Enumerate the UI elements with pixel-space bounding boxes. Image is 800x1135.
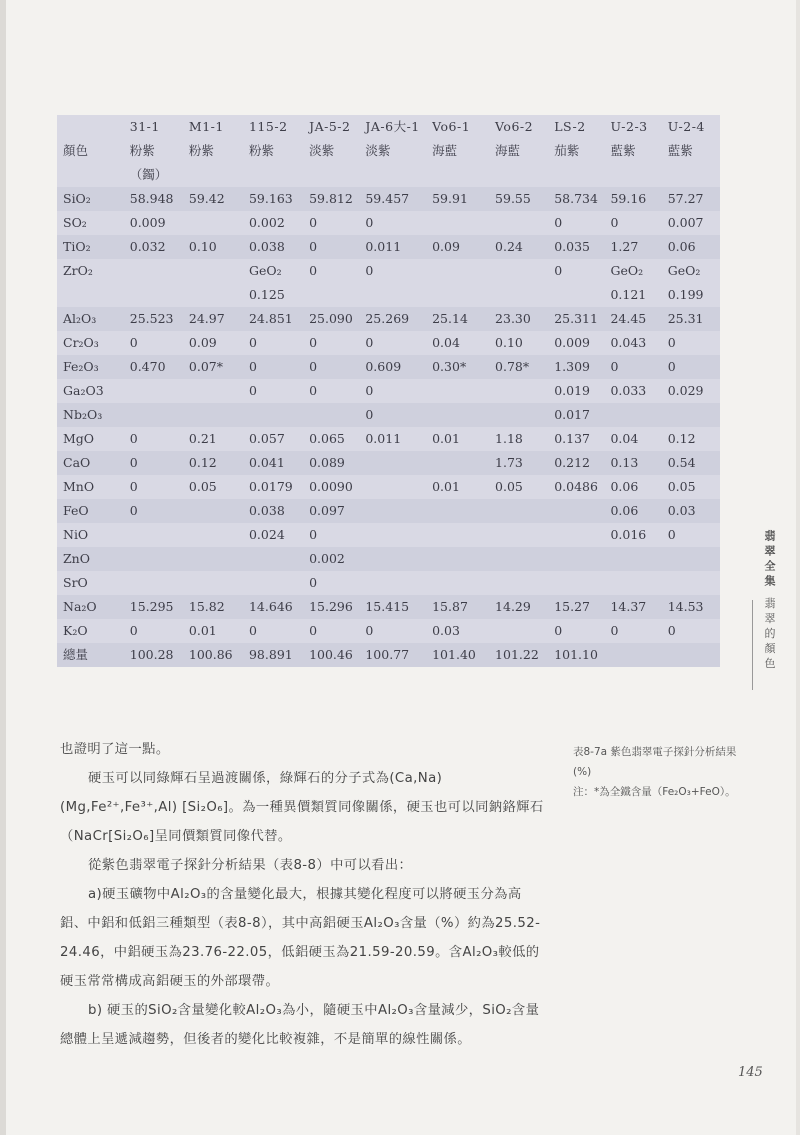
table-cell: 0.07* (188, 359, 223, 374)
table-cell: 0.011 (365, 431, 402, 446)
table-cell: 25.31 (667, 311, 704, 326)
row-label: SO₂ (63, 215, 87, 230)
table-cell: 0 (365, 407, 374, 422)
table-cell: 0 (129, 623, 138, 638)
table-cell: 101.10 (554, 647, 598, 662)
table-cell: 海藍 (432, 143, 458, 158)
table-cell: 0 (129, 335, 138, 350)
table-cell: 59.42 (188, 191, 225, 206)
table-cell: 0.032 (129, 239, 166, 254)
table-cell: 0 (610, 623, 619, 638)
paragraph: 從紫色翡翠電子探針分析結果（表8-8）中可以看出： (88, 858, 413, 873)
table-cell: 14.646 (248, 599, 293, 614)
table-row (57, 331, 720, 355)
table-cell: 0.05 (495, 479, 523, 494)
table-cell: 0.09 (432, 239, 460, 254)
table-cell: 59.163 (248, 191, 293, 206)
table-cell: 14.29 (495, 599, 531, 614)
table-cell: 0.057 (248, 431, 285, 446)
page-edge-left (0, 0, 6, 1135)
table-cell: 0.016 (610, 527, 647, 542)
table-row (57, 427, 720, 451)
table-cell: GeO₂ 0.199 (667, 263, 704, 302)
table-cell: 0 (248, 335, 257, 350)
table-cell: 0 (309, 215, 318, 230)
table-cell: 0 (554, 623, 563, 638)
table-row (57, 523, 720, 547)
table-cell: 0.06 (610, 479, 639, 494)
chapter-title: 翡翠的顏色 (763, 597, 776, 673)
table-cell: 0 (554, 263, 563, 278)
table-cell: 14.37 (610, 599, 647, 614)
table-cell: 0.017 (554, 407, 590, 422)
table-cell: 0 (309, 263, 318, 278)
table-row (57, 211, 720, 235)
row-label: Fe₂O₃ (63, 359, 99, 374)
row-label: SiO₂ (63, 191, 91, 206)
table-cell: 0.05 (188, 479, 217, 494)
table-cell: 0.09 (188, 335, 217, 350)
table-cell: 海藍 (495, 143, 521, 158)
table-cell: 0.0486 (554, 479, 598, 494)
table-cell: 59.812 (309, 191, 353, 206)
table-cell: 100.28 (129, 647, 174, 662)
row-label: K₂O (63, 623, 88, 638)
table-cell: 0.01 (432, 479, 460, 494)
table-cell: 0.04 (432, 335, 460, 350)
column-header: JA-5-2 (309, 119, 351, 134)
table-cell: 0.212 (554, 455, 590, 470)
table-cell: 57.27 (667, 191, 704, 206)
table-cell: 1.309 (554, 359, 590, 374)
book-title: 翡翠全集 (763, 530, 776, 590)
table-row (57, 379, 720, 403)
row-label: MnO (63, 479, 95, 494)
table-cell: 0.12 (188, 455, 217, 470)
table-cell: 0 (667, 623, 676, 638)
table-cell: 58.734 (554, 191, 598, 206)
table-cell: 藍紫 (610, 143, 636, 158)
table-cell: 15.295 (129, 599, 174, 614)
table-cell: 0.12 (667, 431, 696, 446)
table-cell: 0.002 (309, 551, 345, 566)
table-cell: 0.04 (610, 431, 639, 446)
caption-title: 表8-7a 紫色翡翠電子探針分析結果(%) (573, 746, 737, 778)
column-header: JA-6大-1 (365, 119, 420, 134)
table-cell: 0 (365, 263, 374, 278)
table-cell: 25.269 (365, 311, 410, 326)
table-cell: 0.05 (667, 479, 696, 494)
table-cell: 0.038 (248, 239, 285, 254)
column-header: 115-2 (248, 119, 288, 134)
table-cell: 0.01 (188, 623, 217, 638)
table-cell: 25.14 (432, 311, 468, 326)
table-cell: 98.891 (248, 647, 293, 662)
page-edge-right (796, 0, 800, 1135)
table-cell: 0.024 (248, 527, 285, 542)
row-label: Cr₂O₃ (63, 335, 99, 350)
column-header: Vo6-1 (432, 119, 471, 134)
table-caption (573, 742, 743, 802)
table-row (57, 571, 720, 595)
table-cell: 58.948 (129, 191, 174, 206)
row-label: Na₂O (63, 599, 97, 614)
table-row (57, 307, 720, 331)
row-label: Nb₂O₃ (63, 407, 103, 422)
table-cell: GeO₂ 0.125 (248, 263, 285, 302)
table-cell: 0 (365, 215, 374, 230)
table-cell: 0.029 (667, 383, 704, 398)
table-cell: 59.457 (365, 191, 410, 206)
table-cell: 0 (248, 383, 257, 398)
row-label: ZnO (63, 551, 90, 566)
table-cell: 0 (309, 335, 318, 350)
table-cell: 25.311 (554, 311, 598, 326)
table-cell: 1.27 (610, 239, 639, 254)
table-cell: 0.035 (554, 239, 590, 254)
table-cell: 0.470 (129, 359, 166, 374)
column-header: M1-1 (188, 119, 224, 134)
table-cell: 100.86 (188, 647, 233, 662)
paragraph: b) 硬玉的SiO₂含量變化較Al₂O₃為小，隨硬玉中Al₂O₃含量減少，SiO₂含量總體上呈遞減趨勢，但後者的變化比較複雜，不是簡單的線性關係。 (60, 1003, 540, 1047)
row-label: SrO (63, 575, 88, 590)
table-cell: 15.87 (432, 599, 468, 614)
table-cell: 1.73 (495, 455, 523, 470)
table-row (57, 235, 720, 259)
table-cell: 0.137 (554, 431, 590, 446)
table-cell: 0.01 (432, 431, 460, 446)
table-row (57, 547, 720, 571)
table-cell: 藍紫 (667, 143, 693, 158)
paragraph: 也證明了這一點。 (60, 742, 170, 757)
table-cell: 0.10 (495, 335, 523, 350)
table-cell: 0.043 (610, 335, 647, 350)
table-cell: 100.46 (309, 647, 353, 662)
table-cell: 0 (309, 383, 318, 398)
table-cell: 0 (610, 359, 619, 374)
table-cell: 0 (309, 623, 318, 638)
table-cell: 0 (129, 431, 138, 446)
table-cell: 15.415 (365, 599, 410, 614)
row-label: CaO (63, 455, 91, 470)
table-row (57, 355, 720, 379)
caption-note: 注：*為全鐵含量（Fe₂O₃+FeO）。 (573, 786, 736, 798)
table-cell: 59.55 (495, 191, 531, 206)
table-row (57, 499, 720, 523)
table-cell: 0 (129, 503, 138, 518)
row-label: FeO (63, 503, 89, 518)
table-cell: 0 (248, 359, 257, 374)
table-header-row (57, 115, 720, 139)
table-cell: 24.45 (610, 311, 647, 326)
column-header: U-2-4 (667, 119, 705, 134)
table-cell: 0 (667, 335, 676, 350)
table-cell: 0 (365, 383, 374, 398)
table-cell: 0.78* (495, 359, 530, 374)
table-cell: 0.06 (610, 503, 639, 518)
table-cell: 0 (667, 527, 676, 542)
paragraph: 硬玉可以同綠輝石呈過渡關係，綠輝石的分子式為(Ca,Na)(Mg,Fe²⁺,Fe³⁺,Al) [Si₂O₆]。為一種異價類質同像關係，硬玉也可以同鈉鉻輝石（NaCr[Si₂O₆]呈同價類質同像代替。 (60, 771, 544, 844)
table-cell: 0 (610, 215, 619, 230)
table-cell: 0 (309, 239, 318, 254)
paragraph: a)硬玉礦物中Al₂O₃的含量變化最大，根據其變化程度可以將硬玉分為高鋁、中鋁和低鋁三種類型（表8-8），其中高鋁硬玉Al₂O₃含量（%）約為25.52-24.46，中鋁硬玉為23.76-22.05，低鋁硬玉為21.59-20.59。含Al₂O₃較低的硬玉常常構成高鋁硬玉的外部環帶。 (60, 887, 541, 989)
table-cell: 0.007 (667, 215, 704, 230)
table-cell: 0.011 (365, 239, 402, 254)
side-divider (752, 600, 753, 690)
table-cell: 0 (365, 335, 374, 350)
table-cell: 24.97 (188, 311, 225, 326)
table-row (57, 595, 720, 619)
table-cell: 0.609 (365, 359, 402, 374)
row-label: ZrO₂ (63, 263, 93, 278)
table-cell: 0.033 (610, 383, 647, 398)
table-cell: 0 (248, 623, 257, 638)
table-cell: 0.21 (188, 431, 217, 446)
table-row (57, 643, 720, 667)
table-cell: 0.041 (248, 455, 285, 470)
table-cell: 0 (365, 623, 374, 638)
column-header: Vo6-2 (495, 119, 534, 134)
table-cell: 101.40 (432, 647, 476, 662)
table-cell: 100.77 (365, 647, 410, 662)
table-cell: 0.03 (432, 623, 460, 638)
row-label: NiO (63, 527, 89, 542)
row-label: 總量 (63, 647, 89, 662)
table-cell: GeO₂ 0.121 (610, 263, 647, 302)
table-cell: 0.097 (309, 503, 345, 518)
table-cell: 0.30* (432, 359, 467, 374)
table-cell: 15.82 (188, 599, 225, 614)
table-cell: 0.0090 (309, 479, 353, 494)
table-cell: 59.16 (610, 191, 647, 206)
table-cell: 0.002 (248, 215, 285, 230)
table-row (57, 451, 720, 475)
column-header: 31-1 (129, 119, 160, 134)
table-cell: 23.30 (495, 311, 531, 326)
table-cell: 0 (667, 359, 676, 374)
table-cell: 0.038 (248, 503, 285, 518)
table-cell: 0.13 (610, 455, 639, 470)
table-cell: 0.019 (554, 383, 590, 398)
row-label: Ga₂O3 (63, 383, 104, 398)
table-row (57, 187, 720, 211)
table-cell: 茄紫 (554, 143, 580, 158)
table-cell: 粉紫 (248, 143, 274, 158)
table-cell: 粉紫 (188, 143, 214, 158)
table-cell: 25.090 (309, 311, 353, 326)
table-cell: 0.009 (554, 335, 590, 350)
row-label: MgO (63, 431, 95, 446)
table-cell: 粉紫（鐲） (129, 143, 168, 182)
row-label: Al₂O₃ (63, 311, 97, 326)
table-cell: 0.065 (309, 431, 345, 446)
row-label: TiO₂ (63, 239, 91, 254)
row-label: 顏色 (63, 143, 89, 158)
table-body (57, 139, 720, 667)
table-cell: 1.18 (495, 431, 523, 446)
table-cell: 14.53 (667, 599, 704, 614)
table-row (57, 139, 720, 187)
table-row (57, 619, 720, 643)
table-cell: 0.10 (188, 239, 217, 254)
table-row (57, 403, 720, 427)
table-row (57, 475, 720, 499)
table-row (57, 259, 720, 307)
column-header: LS-2 (554, 119, 586, 134)
side-marker (755, 530, 777, 673)
body-text (60, 735, 545, 1054)
analysis-table (57, 115, 720, 667)
table-cell: 0 (554, 215, 563, 230)
table-cell: 59.91 (432, 191, 468, 206)
table-cell: 0 (129, 455, 138, 470)
table-cell: 0.06 (667, 239, 696, 254)
table-cell: 0.0179 (248, 479, 293, 494)
table-cell: 0 (309, 527, 318, 542)
table-cell: 24.851 (248, 311, 293, 326)
page-number: 145 (738, 1065, 763, 1080)
table-cell: 0.24 (495, 239, 523, 254)
table-cell: 0.089 (309, 455, 345, 470)
table-cell: 15.27 (554, 599, 590, 614)
table-cell: 淡紫 (365, 143, 391, 158)
table-cell: 0 (309, 575, 318, 590)
column-header: U-2-3 (610, 119, 648, 134)
table-cell: 101.22 (495, 647, 539, 662)
table-cell: 淡紫 (309, 143, 335, 158)
table-cell: 0.03 (667, 503, 696, 518)
table-cell: 15.296 (309, 599, 353, 614)
table-cell: 0.54 (667, 455, 696, 470)
table-cell: 0.009 (129, 215, 166, 230)
table-cell: 25.523 (129, 311, 174, 326)
table-cell: 0 (129, 479, 138, 494)
table-cell: 0 (309, 359, 318, 374)
